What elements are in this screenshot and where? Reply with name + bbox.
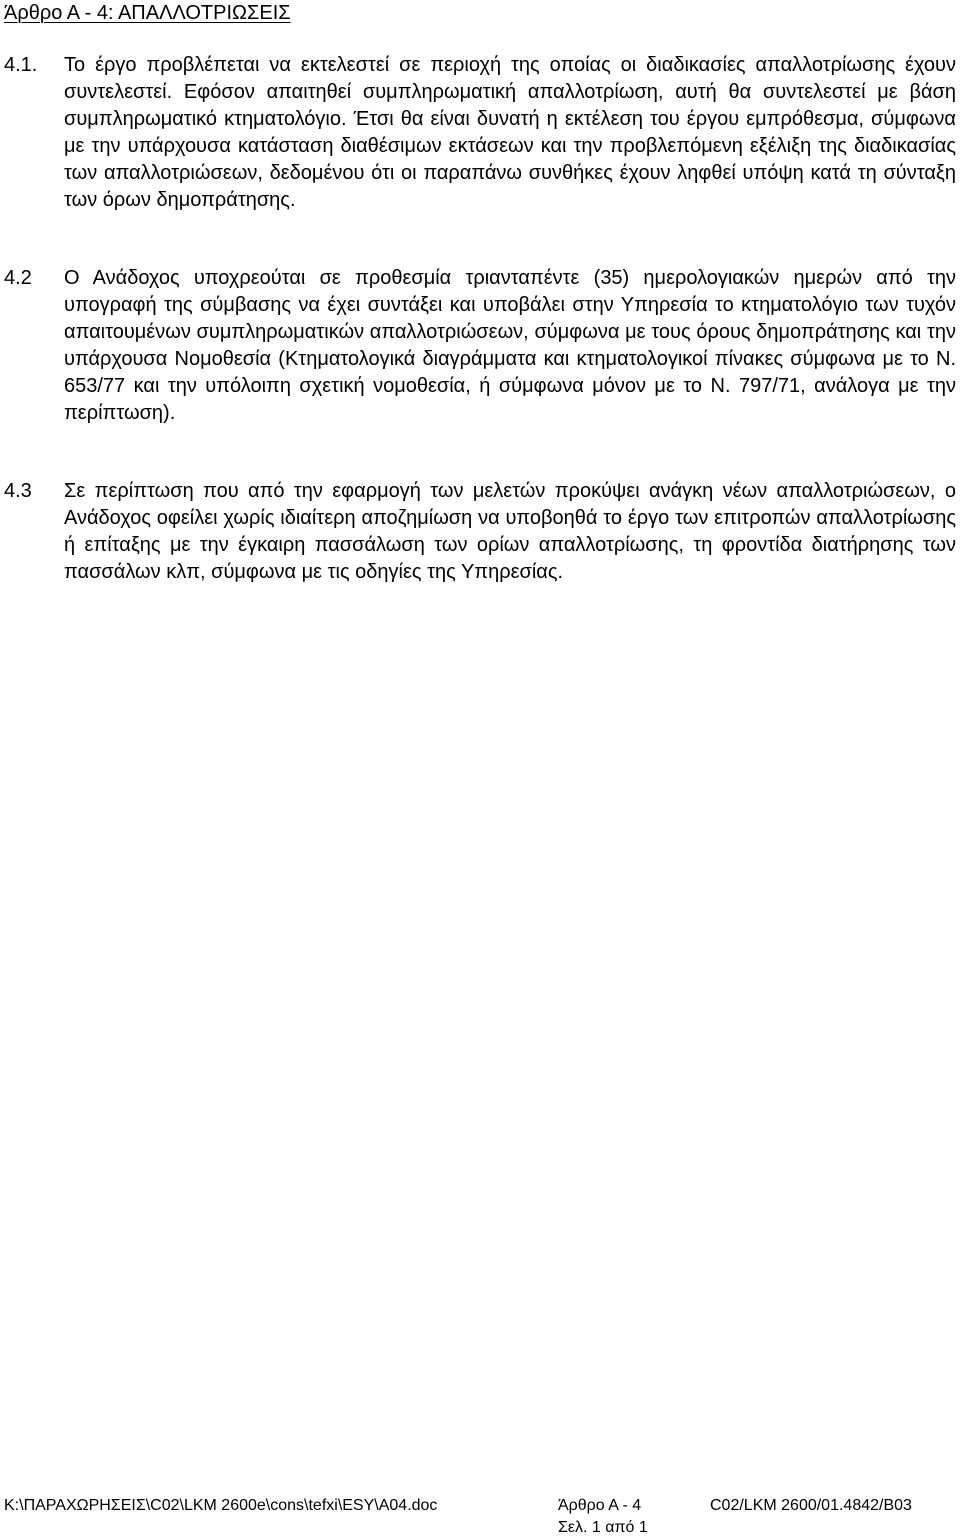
footer-page-number: Σελ. 1 από 1 — [558, 1519, 648, 1536]
paragraph-4-2 — [4, 265, 956, 427]
paragraph-number: 4.1. — [4, 54, 38, 76]
footer-article: Άρθρο Α - 4 — [558, 1497, 642, 1514]
footer-document-code: C02/LKM 2600/01.4842/B03 — [710, 1497, 912, 1514]
document-title: Άρθρο Α - 4: ΑΠΑΛΛΟΤΡΙΩΣΕΙΣ — [4, 2, 291, 24]
paragraph-text: Σε περίπτωση που από την εφαρμογή των μελετών προκύψει ανάγκη νέων απαλλοτριώσεων, ο Ανάδοχος οφείλει χωρίς ιδιαίτερη αποζημίωση να υποβοηθά το έργο των επιτροπών απαλλοτρίωσης ή επίταξης με την έγκαιρη πασσάλωση των ορίων απαλλοτρίωσης, τη φροντίδα διατήρησης των πασσάλων κλπ, σύμφωνα με τις οδηγίες της Υπηρεσίας. — [64, 480, 956, 583]
footer-file-path: K:\ΠΑΡΑΧΩΡΗΣΕΙΣ\C02\LKM 2600e\cons\tefxi\ESY\A04.doc — [4, 1497, 438, 1514]
paragraph-4-3 — [4, 478, 956, 586]
paragraph-text: Ο Ανάδοχος υποχρεούται σε προθεσμία τριανταπέντε (35) ημερολογιακών ημερών από την υπογραφή της σύμβασης να έχει συντάξει και υποβάλει στην Υπηρεσία το κτηματολόγιο των τυχόν απαιτουμένων συμπληρωματικών απαλλοτριώσεων, σύμφωνα με τους όρους δημοπράτησης και την υπάρχουσα Νομοθεσία (Κτηματολογικά διαγράμματα και κτηματολογικοί πίνακες σύμφωνα με το Ν. 653/77 και την υπόλοιπη σχετική νομοθεσία, ή σύμφωνα μόνον με το Ν. 797/71, ανάλογα με την περίπτωση). — [64, 267, 956, 424]
paragraph-4-1 — [4, 52, 956, 214]
paragraph-number: 4.3 — [4, 480, 32, 502]
paragraph-number: 4.2 — [4, 267, 32, 289]
paragraph-text: Το έργο προβλέπεται να εκτελεστεί σε περιοχή της οποίας οι διαδικασίες απαλλοτρίωσης έχουν συντελεστεί. Εφόσον απαιτηθεί συμπληρωματική απαλλοτρίωση, αυτή θα συντελεστεί με βάση συμπληρωματικό κτηματολόγιο. Έτσι θα είναι δυνατή η εκτέλεση του έργου εμπρόθεσμα, σύμφωνα με την υπάρχουσα κατάσταση διαθέσιμων εκτάσεων και την προβλεπόμενη εξέλιξη της διαδικασίας των απαλλοτριώσεων, δεδομένου ότι οι παραπάνω συνθήκες έχουν ληφθεί υπόψη κατά τη σύνταξη των όρων δημοπράτησης. — [64, 54, 956, 211]
